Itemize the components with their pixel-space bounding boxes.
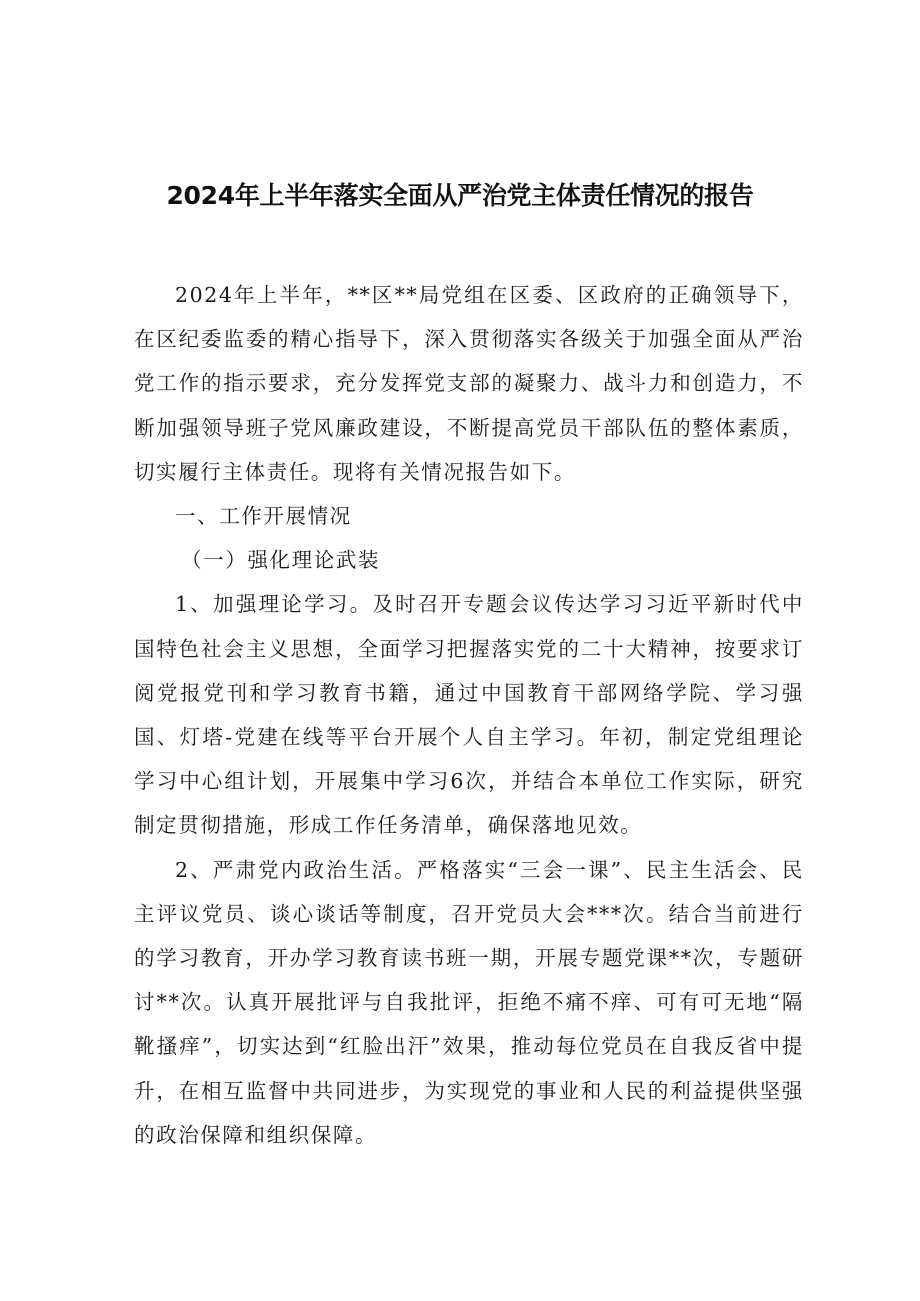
subsection-heading-1: （一）强化理论武装 xyxy=(181,548,381,573)
document-body xyxy=(134,273,804,1157)
item-paragraph-1: 1、加强理论学习。及时召开专题会议传达学习习近平新时代中国特色社会主义思想，全面学习把握落实党的二十大精神，按要求订阅党报党刊和学习教育书籍，通过中国教育干部网络学院、学习强国、灯塔-党建在线等平台开展个人自主学习。年初，制定党组理论学习中心组计划，开展集中学习6次，并结合本单位工作实际，研究制定贯彻措施，形成工作任务清单，确保落地见效。 xyxy=(134,592,804,838)
intro-paragraph: 2024年上半年，**区**局党组在区委、区政府的正确领导下，在区纪委监委的精心指导下，深入贯彻落实各级关于加强全面从严治党工作的指示要求，充分发挥党支部的凝聚力、战斗力和创造力，不断加强领导班子党风廉政建设，不断提高党员干部队伍的整体素质，切实履行主体责任。现将有关情况报告如下。 xyxy=(134,283,804,484)
item-paragraph-2: 2、严肃党内政治生活。严格落实“三会一课”、民主生活会、民主评议党员、谈心谈话等制度，召开党员大会***次。结合当前进行的学习教育，开办学习教育读书班一期，开展专题党课**次，专题研讨**次。认真开展批评与自我批评，拒绝不痛不痒、可有可无地“隔靴搔痒”，切实达到“红脸出汗”效果，推动每位党员在自我反省中提升，在相互监督中共同进步，为实现党的事业和人民的利益提供坚强的政治保障和组织保障。 xyxy=(134,857,804,1147)
document-title: 2024年上半年落实全面从严治党主体责任情况的报告 xyxy=(166,181,754,210)
section-heading-1: 一、工作开展情况 xyxy=(175,504,352,529)
